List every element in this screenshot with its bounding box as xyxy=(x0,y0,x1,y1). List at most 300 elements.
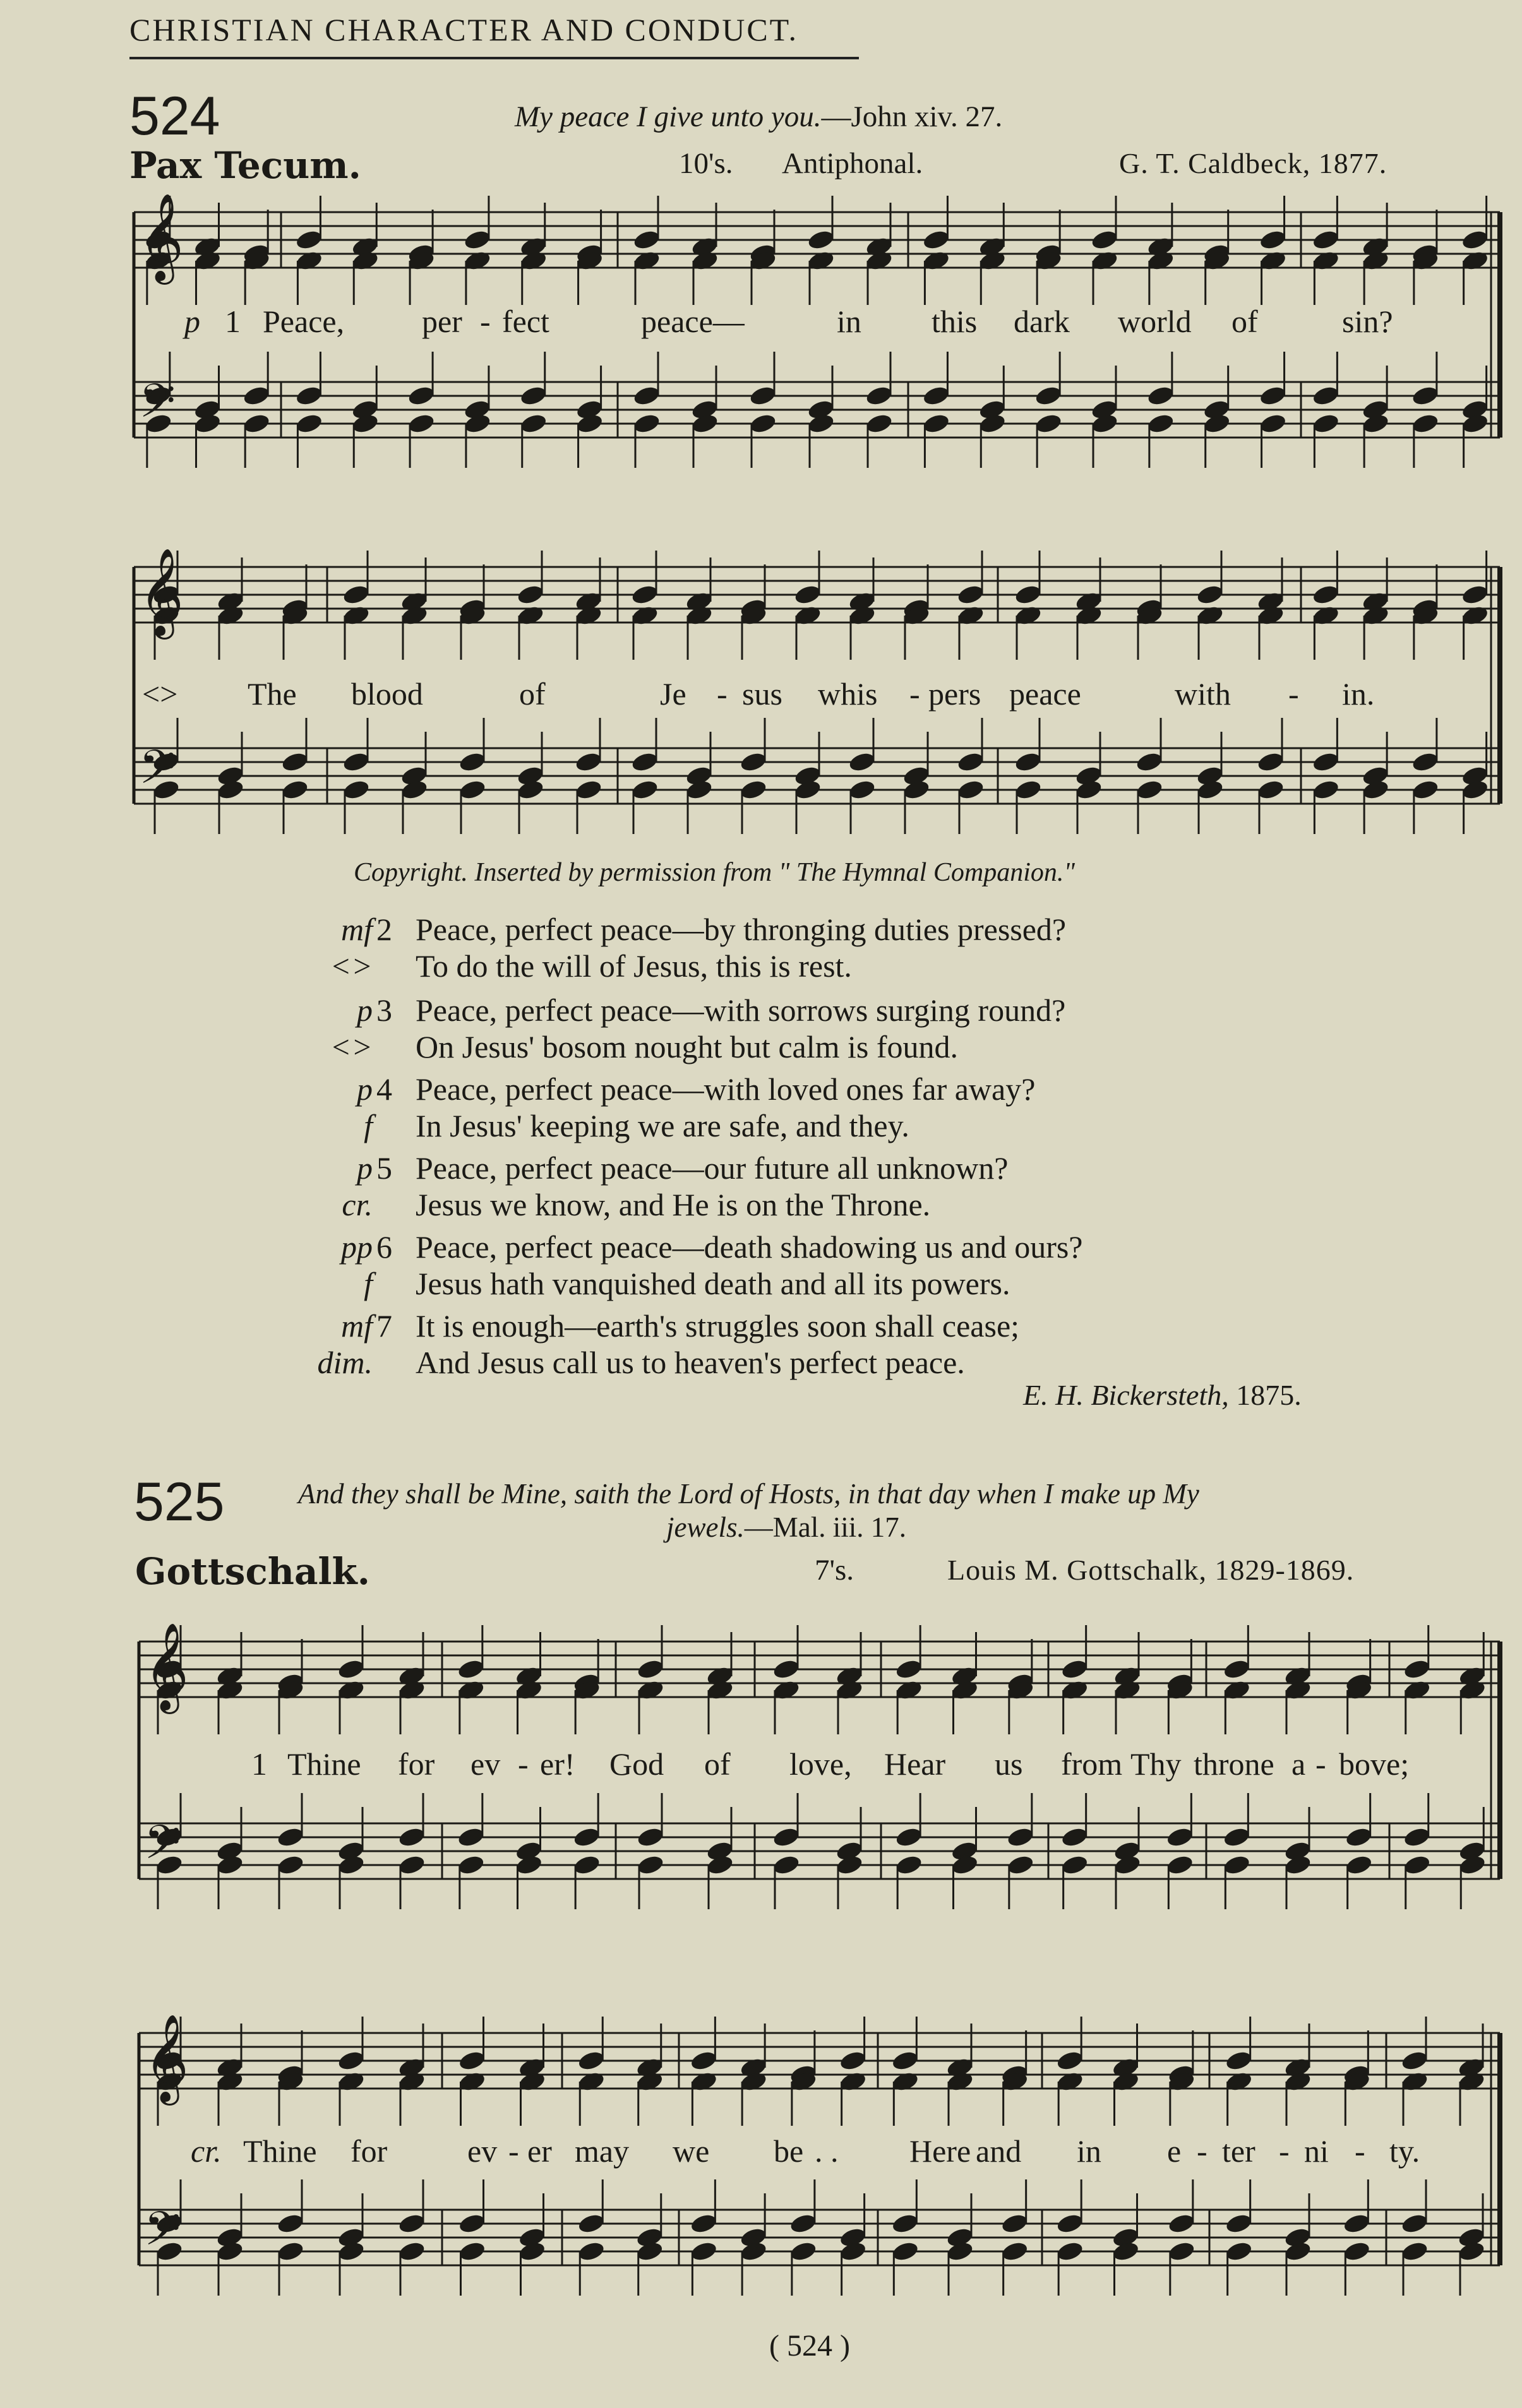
notehead xyxy=(1167,2212,1196,2235)
lyric-syllable: - xyxy=(717,676,728,712)
notehead xyxy=(865,412,894,435)
verse-line: Peace, perfect peace—with sorrows surging round? xyxy=(416,992,1066,1028)
notehead xyxy=(342,751,371,773)
notehead xyxy=(922,384,951,407)
notehead xyxy=(1411,412,1440,435)
lyric-syllable: ty. xyxy=(1389,2133,1420,2169)
hymn-524-meter: 10's. xyxy=(679,147,733,180)
epigraph2-text: jewels. xyxy=(666,1511,745,1543)
notehead xyxy=(1055,2212,1084,2235)
treble-clef: 𝄞 xyxy=(139,193,184,281)
notehead xyxy=(636,1854,665,1876)
hymn-524-line1-mark: p xyxy=(184,304,200,339)
epigraph-text: My peace I give unto you. xyxy=(515,100,822,133)
lyric-syllable: - xyxy=(909,676,920,712)
verse-line: Peace, perfect peace—our future all unknown? xyxy=(416,1150,1009,1186)
notehead xyxy=(342,778,371,801)
lyric-syllable: Je xyxy=(660,676,686,712)
notehead xyxy=(1195,583,1225,606)
notehead xyxy=(1311,249,1340,272)
hymn-525-epigraph-line2 xyxy=(666,1511,906,1544)
notehead xyxy=(1411,751,1440,773)
notehead xyxy=(894,1826,923,1849)
notehead xyxy=(295,384,324,407)
lyric-syllable: God xyxy=(609,1746,664,1782)
treble-clef: 𝄞 xyxy=(144,2014,189,2102)
notehead xyxy=(1225,2070,1254,2093)
notehead xyxy=(572,1854,601,1876)
page-number: ( 524 ) xyxy=(769,2329,850,2363)
notehead xyxy=(772,1854,801,1876)
notehead xyxy=(1135,751,1164,773)
notehead xyxy=(1411,778,1440,801)
notehead xyxy=(890,2070,920,2093)
verse-dynamic-mark: p xyxy=(357,992,373,1028)
notehead xyxy=(630,604,659,627)
notehead xyxy=(1400,2240,1429,2263)
notehead xyxy=(516,604,545,627)
verse-line: In Jesus' keeping we are safe, and they. xyxy=(416,1108,909,1143)
notehead xyxy=(689,2070,718,2093)
lyric-syllable: per xyxy=(422,304,462,339)
bass-clef: 𝄢 xyxy=(139,740,176,806)
notehead xyxy=(865,384,894,407)
notehead xyxy=(739,751,768,773)
notehead xyxy=(1400,2049,1429,2072)
lyric-syllable: Peace, xyxy=(263,304,345,339)
notehead xyxy=(1060,1658,1089,1681)
notehead xyxy=(1342,2212,1371,2235)
lyric-syllable: - xyxy=(508,2133,519,2169)
notehead xyxy=(1400,2212,1429,2235)
notehead xyxy=(1014,604,1043,627)
composer2-name: Louis M. Gottschalk, xyxy=(947,1554,1207,1586)
lyric-syllable: in xyxy=(1077,2133,1101,2169)
notehead xyxy=(1222,1679,1251,1702)
lyric-syllable: Thy xyxy=(1130,1746,1182,1782)
notehead xyxy=(1225,2049,1254,2072)
notehead xyxy=(457,1658,486,1681)
lyric-syllable: be xyxy=(774,2133,804,2169)
hymn-524-line1-num: 1 xyxy=(225,304,241,339)
notehead xyxy=(295,412,324,435)
notehead xyxy=(337,1679,366,1702)
notehead xyxy=(463,229,492,251)
notehead xyxy=(342,583,371,606)
verse-dynamic-mark: <> xyxy=(330,1029,373,1064)
composer-year: 1877. xyxy=(1318,147,1387,179)
hymn-525-epigraph-line1: And they shall be Mine, saith the Lord of Hosts, in that day when I make up My xyxy=(298,1478,1199,1510)
lyric-syllable: . . xyxy=(815,2133,839,2169)
notehead xyxy=(457,1679,486,1702)
notehead xyxy=(458,2240,487,2263)
lyric-syllable: for xyxy=(398,1746,435,1782)
notehead xyxy=(748,384,777,407)
lyric-syllable: bove; xyxy=(1339,1746,1410,1782)
verse-line: Jesus we know, and He is on the Throne. xyxy=(416,1187,931,1222)
notehead xyxy=(397,2212,426,2235)
notehead xyxy=(806,229,836,251)
notehead xyxy=(793,604,822,627)
lyric-syllable: peace xyxy=(1009,676,1081,712)
lyric-syllable: we xyxy=(673,2133,710,2169)
bass-clef: 𝄢 xyxy=(144,2202,181,2268)
hymn-525-tune-name: Gottschalk. xyxy=(135,1550,370,1593)
lyric-syllable: Hear xyxy=(884,1746,946,1782)
notehead xyxy=(276,2212,305,2235)
lyric-syllable: fect xyxy=(502,304,549,339)
verse-dynamic-mark: mf xyxy=(341,912,373,947)
notehead xyxy=(1259,412,1288,435)
notehead xyxy=(337,1658,366,1681)
treble-clef: 𝄞 xyxy=(144,1623,189,1710)
notehead xyxy=(1311,778,1340,801)
verse-number: 3 xyxy=(376,992,392,1028)
notehead xyxy=(1195,604,1225,627)
lyric-syllable: for xyxy=(351,2133,388,2169)
notehead xyxy=(1259,229,1288,251)
notehead xyxy=(1259,249,1288,272)
lyric-syllable: Here xyxy=(909,2133,971,2169)
composer2-years: 1829-1869. xyxy=(1214,1554,1355,1586)
notehead xyxy=(1256,751,1285,773)
notehead xyxy=(337,2049,366,2072)
notehead xyxy=(1090,229,1119,251)
lyric-syllable: in. xyxy=(1342,676,1375,712)
notehead xyxy=(519,412,548,435)
lyric-syllable: - xyxy=(1197,2133,1207,2169)
verse-number: 5 xyxy=(376,1150,392,1186)
notehead xyxy=(1014,751,1043,773)
lyric-syllable: dark xyxy=(1014,304,1070,339)
notehead xyxy=(342,604,371,627)
notehead xyxy=(922,229,951,251)
notehead xyxy=(457,1854,486,1876)
lyric-syllable: from xyxy=(1061,1746,1123,1782)
notehead xyxy=(574,778,603,801)
notehead xyxy=(689,2240,718,2263)
notehead xyxy=(1411,384,1440,407)
notehead xyxy=(1055,2240,1084,2263)
notehead xyxy=(839,2049,868,2072)
hymn-525-number: 525 xyxy=(134,1472,225,1532)
notehead xyxy=(1167,2240,1196,2263)
notehead xyxy=(632,229,661,251)
verse-number: 4 xyxy=(376,1071,392,1107)
notehead xyxy=(1311,583,1340,606)
notehead xyxy=(1311,229,1340,251)
verse-dynamic-mark: <> xyxy=(330,948,373,984)
hymn-524-number: 524 xyxy=(129,86,220,146)
notehead xyxy=(577,2240,606,2263)
notehead xyxy=(1146,412,1175,435)
notehead xyxy=(276,2240,305,2263)
notehead xyxy=(397,2240,426,2263)
lyric-syllable: - xyxy=(518,1746,529,1782)
notehead xyxy=(890,2049,920,2072)
hymn-525-line1-num: 1 xyxy=(251,1746,267,1782)
notehead xyxy=(1403,1826,1432,1849)
lyric-syllable: The xyxy=(248,676,297,712)
hymn-524-copyright: Copyright. Inserted by permission from " The Hymnal Companion." xyxy=(354,858,1075,887)
verse-line: Peace, perfect peace—death shadowing us and ours? xyxy=(416,1229,1083,1265)
notehead xyxy=(1222,1658,1251,1681)
notehead xyxy=(458,2049,487,2072)
verse-dynamic-mark: f xyxy=(364,1108,373,1143)
notehead xyxy=(1342,2240,1371,2263)
notehead xyxy=(772,1658,801,1681)
notehead xyxy=(1090,249,1119,272)
bass-clef: 𝄢 xyxy=(139,374,176,440)
notehead xyxy=(1259,384,1288,407)
author-year: 1875. xyxy=(1236,1379,1302,1411)
notehead xyxy=(894,1854,923,1876)
notehead xyxy=(689,2049,718,2072)
verse-dynamic-mark: cr. xyxy=(342,1187,373,1222)
lyric-syllable: ev xyxy=(470,1746,501,1782)
bass-clef: 𝄢 xyxy=(144,1815,181,1881)
notehead xyxy=(789,2240,818,2263)
notehead xyxy=(630,751,659,773)
notehead xyxy=(748,412,777,435)
notehead xyxy=(458,778,487,801)
lyric-syllable: whis xyxy=(818,676,878,712)
author-name: E. H. Bickersteth, xyxy=(1023,1379,1229,1411)
notehead xyxy=(276,1826,305,1849)
verse-line: On Jesus' bosom nought but calm is found. xyxy=(416,1029,958,1064)
notehead xyxy=(839,2070,868,2093)
lyric-syllable: may xyxy=(575,2133,630,2169)
notehead xyxy=(956,604,985,627)
lyric-syllable: this xyxy=(932,304,978,339)
notehead xyxy=(689,2212,718,2235)
notehead xyxy=(458,2070,487,2093)
notehead xyxy=(1060,1854,1089,1876)
verse-dynamic-mark: p xyxy=(357,1071,373,1107)
lyric-syllable: - xyxy=(480,304,491,339)
lyric-syllable: of xyxy=(519,676,546,712)
lyric-syllable: - xyxy=(1279,2133,1290,2169)
notehead xyxy=(739,778,768,801)
lyric-syllable: ni xyxy=(1304,2133,1329,2169)
hymn-524-author xyxy=(1023,1378,1302,1412)
notehead xyxy=(577,2212,606,2235)
notehead xyxy=(630,778,659,801)
notehead xyxy=(1311,604,1340,627)
notehead xyxy=(1034,384,1063,407)
notehead xyxy=(806,249,836,272)
notehead xyxy=(1345,1854,1374,1876)
hymn-524-style: Antiphonal. xyxy=(782,147,923,180)
notehead xyxy=(848,778,877,801)
verse-dynamic-mark: p xyxy=(357,1150,373,1186)
notehead xyxy=(956,583,985,606)
notehead xyxy=(1000,2212,1029,2235)
treble-clef: 𝄞 xyxy=(139,548,184,636)
notehead xyxy=(890,2240,920,2263)
lyric-syllable: sin? xyxy=(1342,304,1393,339)
verse-dynamic-mark: mf xyxy=(341,1308,373,1344)
lyric-syllable: throne xyxy=(1194,1746,1274,1782)
notehead xyxy=(407,384,436,407)
notehead xyxy=(1461,229,1490,251)
notehead xyxy=(1165,1826,1194,1849)
notehead xyxy=(242,412,271,435)
notehead xyxy=(1461,583,1490,606)
notehead xyxy=(922,412,951,435)
notehead xyxy=(894,1658,923,1681)
hymn-524-tune-name: Pax Tecum. xyxy=(129,144,361,187)
notehead xyxy=(463,249,492,272)
lyric-syllable: us xyxy=(995,1746,1023,1782)
hymn-524-line2-mark: <> xyxy=(142,676,178,712)
notehead xyxy=(1006,1826,1035,1849)
notehead xyxy=(636,1679,665,1702)
lyric-syllable: blood xyxy=(351,676,423,712)
notehead xyxy=(457,1826,486,1849)
notehead xyxy=(577,2049,606,2072)
lyric-syllable: sus xyxy=(742,676,782,712)
notehead xyxy=(1014,778,1043,801)
notehead xyxy=(397,1826,426,1849)
verse-number: 7 xyxy=(376,1308,392,1344)
notehead xyxy=(242,384,271,407)
notehead xyxy=(894,1679,923,1702)
lyric-syllable: Thine xyxy=(243,2133,317,2169)
hymn-525-line2-mark: cr. xyxy=(191,2133,222,2169)
verse-line: And Jesus call us to heaven's perfect peace. xyxy=(416,1345,965,1380)
lyric-syllable: pers xyxy=(928,676,981,712)
notehead xyxy=(1000,2240,1029,2263)
lyric-syllable: - xyxy=(1355,2133,1365,2169)
lyric-syllable: - xyxy=(1288,676,1299,712)
notehead xyxy=(636,1658,665,1681)
notehead xyxy=(1311,412,1340,435)
notehead xyxy=(1055,2049,1084,2072)
notehead xyxy=(1222,1826,1251,1849)
lyric-syllable: ter xyxy=(1222,2133,1255,2169)
lyric-syllable: Thine xyxy=(287,1746,361,1782)
notehead xyxy=(1225,2240,1254,2263)
verse-dynamic-mark: dim. xyxy=(317,1345,373,1380)
epigraph-ref: —John xiv. 27. xyxy=(821,100,1003,133)
notehead xyxy=(1135,778,1164,801)
notehead xyxy=(1403,1658,1432,1681)
notehead xyxy=(458,2212,487,2235)
notehead xyxy=(1222,1854,1251,1876)
notehead xyxy=(1165,1854,1194,1876)
notehead xyxy=(1403,1854,1432,1876)
composer-name: G. T. Caldbeck, xyxy=(1119,147,1311,179)
verse-dynamic-mark: f xyxy=(364,1266,373,1301)
notehead xyxy=(1256,778,1285,801)
notehead xyxy=(789,2212,818,2235)
verse-line: It is enough—earth's struggles soon shall cease; xyxy=(416,1308,1020,1344)
notehead xyxy=(574,751,603,773)
verse-number: 6 xyxy=(376,1229,392,1265)
notehead xyxy=(458,751,487,773)
notehead xyxy=(407,412,436,435)
notehead xyxy=(1311,384,1340,407)
notehead xyxy=(577,2070,606,2093)
notehead xyxy=(397,1854,426,1876)
lyric-syllable: with xyxy=(1175,676,1231,712)
notehead xyxy=(1345,1826,1374,1849)
verse-line: Jesus hath vanquished death and all its powers. xyxy=(416,1266,1010,1301)
lyric-syllable: in xyxy=(837,304,861,339)
notehead xyxy=(772,1826,801,1849)
lyric-syllable: er! xyxy=(540,1746,575,1782)
notehead xyxy=(519,384,548,407)
notehead xyxy=(1060,1679,1089,1702)
lyric-syllable: and xyxy=(976,2133,1022,2169)
lyric-syllable: peace— xyxy=(641,304,745,339)
notehead xyxy=(1014,583,1043,606)
lyric-syllable: love, xyxy=(789,1746,852,1782)
notehead xyxy=(1403,1679,1432,1702)
notehead xyxy=(337,2070,366,2093)
notehead xyxy=(280,778,309,801)
notehead xyxy=(630,583,659,606)
notehead xyxy=(632,412,661,435)
hymn-525-composer xyxy=(947,1553,1354,1587)
lyric-syllable: a xyxy=(1291,1746,1306,1782)
notehead xyxy=(280,751,309,773)
notehead xyxy=(956,778,985,801)
notehead xyxy=(772,1679,801,1702)
verse-dynamic-mark: pp xyxy=(341,1229,373,1265)
notehead xyxy=(956,751,985,773)
notehead xyxy=(1146,384,1175,407)
verse-number: 2 xyxy=(376,912,392,947)
hymn-525-meter: 7's. xyxy=(815,1554,854,1587)
lyric-syllable: er xyxy=(527,2133,552,2169)
lyric-syllable: e xyxy=(1167,2133,1182,2169)
notehead xyxy=(636,1826,665,1849)
notehead xyxy=(1034,412,1063,435)
notehead xyxy=(1225,2212,1254,2235)
notehead xyxy=(295,229,324,251)
epigraph2-ref: —Mal. iii. 17. xyxy=(744,1511,906,1543)
notehead xyxy=(890,2212,920,2235)
notehead xyxy=(572,1826,601,1849)
notehead xyxy=(1461,249,1490,272)
notehead xyxy=(848,751,877,773)
notehead xyxy=(516,583,545,606)
lyric-syllable: of xyxy=(1231,304,1258,339)
running-header: CHRISTIAN CHARACTER AND CONDUCT. xyxy=(129,12,799,47)
lyric-syllable: ev xyxy=(467,2133,498,2169)
lyric-syllable: of xyxy=(704,1746,731,1782)
notehead xyxy=(632,384,661,407)
verse-line: Peace, perfect peace—with loved ones far away? xyxy=(416,1071,1036,1107)
notehead xyxy=(1060,1826,1089,1849)
notehead xyxy=(276,1854,305,1876)
verse-line: To do the will of Jesus, this is rest. xyxy=(416,948,852,984)
notehead xyxy=(1055,2070,1084,2093)
lyric-syllable: - xyxy=(1315,1746,1326,1782)
lyric-syllable: world xyxy=(1118,304,1192,339)
notehead xyxy=(1006,1854,1035,1876)
verse-line: Peace, perfect peace—by thronging duties pressed? xyxy=(416,912,1067,947)
notehead xyxy=(1311,751,1340,773)
notehead xyxy=(1461,604,1490,627)
notehead xyxy=(922,249,951,272)
notehead xyxy=(793,583,822,606)
notehead xyxy=(295,249,324,272)
notehead xyxy=(1400,2070,1429,2093)
notehead xyxy=(632,249,661,272)
